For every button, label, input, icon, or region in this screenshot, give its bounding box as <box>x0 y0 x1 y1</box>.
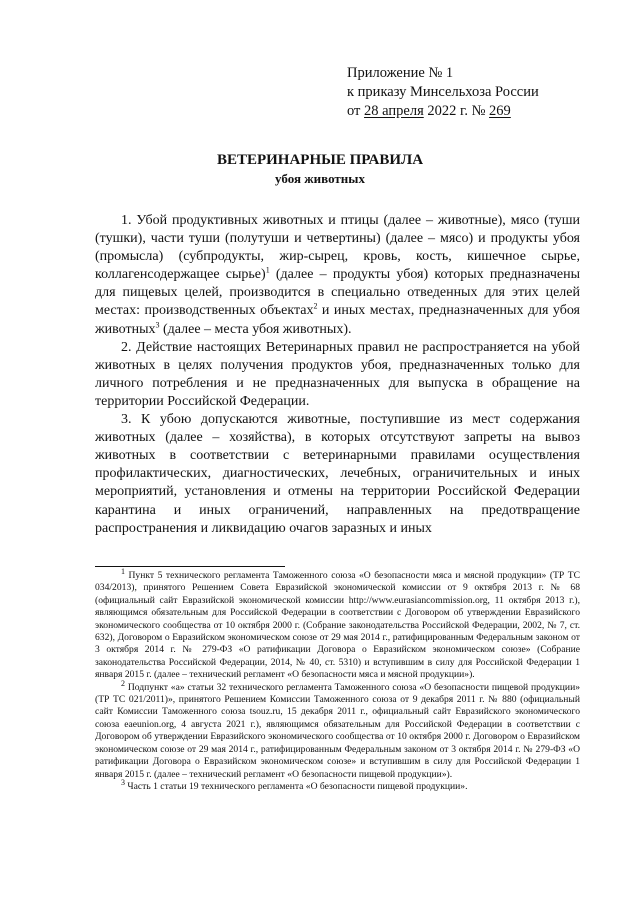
annex-year: 2022 г. № <box>423 103 490 119</box>
footnotes <box>95 566 580 793</box>
footnote-1 <box>95 566 580 682</box>
paragraph-1-text-c: и иных местах, предназначенных для убоя животных <box>95 303 580 337</box>
footnote-ref-3: 3 <box>155 319 160 329</box>
footnote-1-text: Пункт 5 технического регламента Таможенного союза «О безопасности мяса и мясной продукции» (ТР ТС 034/2013), принятого Решением Совета Евразийской экономической комиссии от 9 октября 2013 г. № 68 (официальный сайт Евразийской экономической комиссии http://www.eurasiancommission.org, 11 октября 2013 г.), являющимся обязательным для Российской Федерации в соответствии с Договором об утверждении Евразийского экономического сообщества от 10 октября 2000 г. (Собрание законодательства Российской Федерации, 2002, № 7, ст. 632), Договором о Евразийском экономическом союзе от 29 мая 2014 г., ратифицированным Федеральным законом от 3 октября 2014 г. № 279-ФЗ «О ратификации Договора о Евразийском экономическом союзе» (Собрание законодательства Российской Федерации, 2014, № 40, ст. 5310) и вступившим в силу для Российской Федерации 1 января 2015 г. (далее – технический регламент «О безопасности мяса и мясной продукции»). <box>95 570 580 681</box>
annex-line-2: к приказу Минсельхоза России <box>347 84 539 100</box>
paragraph-1 <box>95 212 580 339</box>
annex-date: 28 апреля <box>364 103 424 119</box>
annex-date-prefix: от <box>347 103 365 119</box>
annex-line-3 <box>347 102 607 121</box>
footnote-3 <box>95 777 580 793</box>
paragraph-1-text-b: (далее – продукты убоя) которых предназначены для пищевых целей, производится в специально отведенных для этих целей местах: производственных объектах <box>95 267 580 319</box>
document-title: ВЕТЕРИНАРНЫЕ ПРАВИЛА <box>216 152 424 168</box>
annex-line-1: Приложение № 1 <box>347 65 454 81</box>
footnote-2-mark: 2 <box>121 678 125 688</box>
paragraph-3: 3. К убою допускаются животные, поступившие из мест содержания животных (далее – хозяйства), в которых отсутствуют запреты на вывоз животных в соответствии с ветеринарными правилами осуществления профилактических, диагностических, лечебных, ограничительных и иных мероприятий, установления и отмены на территории Российской Федерации карантина и иных ограничений, направленных на предотвращение распространения и ликвидацию очагов заразных и иных <box>95 412 580 536</box>
footnote-ref-1: 1 <box>265 265 270 275</box>
annex-header <box>347 64 607 121</box>
footnote-3-text: Часть 1 статьи 19 технического регламента «О безопасности пищевой продукции». <box>125 780 468 792</box>
paragraph-1-text-a: 1. Убой продуктивных животных и птицы (далее – животные), мясо (туши (тушки), части туши (полутуши и четвертины) (далее – мясо) и продукты убоя (промысла) (субпродукты, жир-сырец, кровь, кость, кишечное сырье, коллагенсодержащее сырье) <box>95 213 580 283</box>
paragraph-1-text-d: (далее – места убоя животных). <box>159 321 352 337</box>
paragraph-2: 2. Действие настоящих Ветеринарных правил не распространяется на убой животных в целях получения продуктов убоя, предназначенных только для личного потребления и не предназначенных для выпуска в обращение на территории Российской Федерации. <box>95 339 580 409</box>
annex-number: 269 <box>489 103 511 119</box>
footnote-2 <box>95 678 580 781</box>
footnote-ref-2: 2 <box>313 301 318 311</box>
footnote-2-text: Подпункт «а» статьи 32 технического регламента Таможенного союза «О безопасности пищевой продукции» (ТР ТС 021/2011)», принятого Решением Комиссии Таможенного союза от 9 декабря 2011 г. № 880 (официальный сайт Комиссии Таможенного союза tsouz.ru, 15 декабря 2011 г., официальный сайт Евразийского экономического союза eaeunion.org, 4 августа 2021 г.), являющимся обязательным для Российской Федерации в соответствии с Договором об утверждении Евразийского экономического сообщества от 10 октября 2000 г. Договором о Евразийском экономическом союзе от 29 мая 2014 г., ратифицированным Федеральным законом от 3 октября 2014 г. № 279-ФЗ «О ратификации Договора о Евразийском экономическом союзе» и вступившим в силу для Российской Федерации 1 января 2015 г. (далее – технический регламент «О безопасности пищевой продукции»). <box>95 681 580 780</box>
document-subtitle: убоя животных <box>275 171 365 186</box>
footnote-3-mark: 3 <box>121 777 125 787</box>
footnote-1-mark: 1 <box>121 566 125 576</box>
document-body <box>95 212 580 538</box>
